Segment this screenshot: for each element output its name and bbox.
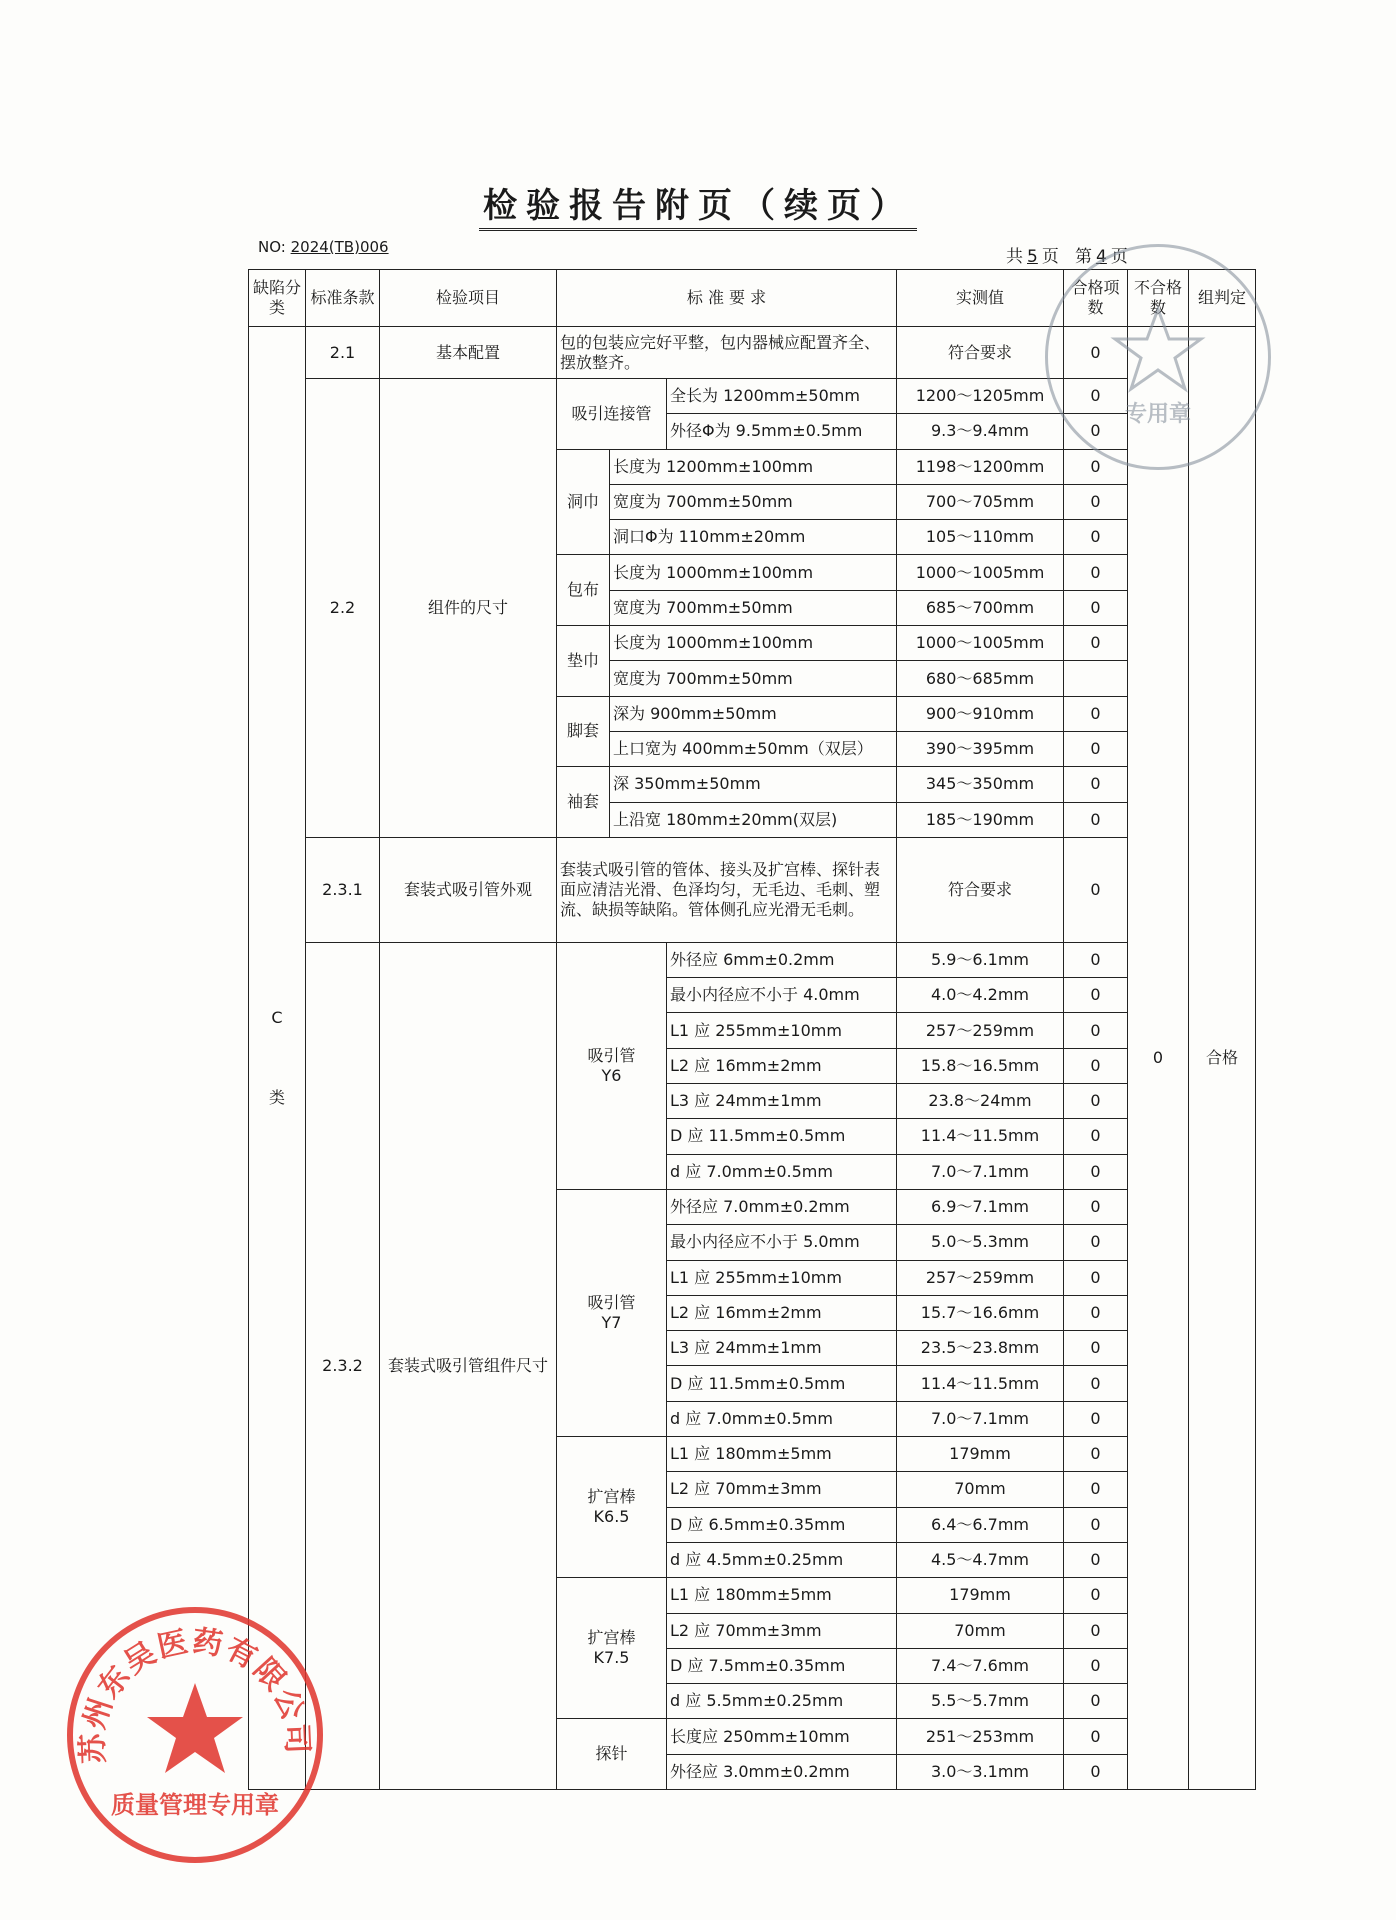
qualified-count-cell: 0 <box>1064 626 1128 661</box>
measured-value-cell: 7.0～7.1mm <box>897 1401 1064 1436</box>
measured-value-cell: 685～700mm <box>897 590 1064 625</box>
qualified-count-cell: 0 <box>1064 696 1128 731</box>
measured-value-cell: 5.9～6.1mm <box>897 942 1064 977</box>
clause-cell: 2.2 <box>306 379 380 838</box>
qualified-count-cell: 0 <box>1064 731 1128 766</box>
requirement-cell: 全长为 1200mm±50mm <box>667 379 897 414</box>
requirement-cell: 宽度为 700mm±50mm <box>610 484 897 519</box>
measured-value-cell: 3.0～3.1mm <box>897 1754 1064 1789</box>
component-label-cell: 脚套 <box>557 696 610 767</box>
requirement-cell: d 应 4.5mm±0.25mm <box>667 1542 897 1577</box>
requirement-cell: 包的包装应完好平整，包内器械应配置齐全、摆放整齐。 <box>557 327 897 379</box>
qualified-count-cell: 0 <box>1064 1578 1128 1613</box>
qualified-count-cell: 0 <box>1064 484 1128 519</box>
measured-value-cell: 257～259mm <box>897 1013 1064 1048</box>
measured-value-cell: 符合要求 <box>897 837 1064 942</box>
measured-value-cell: 700～705mm <box>897 484 1064 519</box>
measured-value-cell: 5.0～5.3mm <box>897 1225 1064 1260</box>
requirement-cell: d 应 7.0mm±0.5mm <box>667 1154 897 1189</box>
measured-value-cell: 6.4～6.7mm <box>897 1507 1064 1542</box>
measured-value-cell: 6.9～7.1mm <box>897 1189 1064 1224</box>
requirement-cell: L1 应 255mm±10mm <box>667 1013 897 1048</box>
qualified-count-cell: 0 <box>1064 1260 1128 1295</box>
requirement-cell: 宽度为 700mm±50mm <box>610 590 897 625</box>
inspection-item-cell: 组件的尺寸 <box>380 379 557 838</box>
measured-value-cell: 23.5～23.8mm <box>897 1331 1064 1366</box>
measured-value-cell: 70mm <box>897 1472 1064 1507</box>
column-header: 标准条款 <box>306 270 380 327</box>
measured-value-cell: 900～910mm <box>897 696 1064 731</box>
qualified-count-cell: 0 <box>1064 1295 1128 1330</box>
column-header: 标 准 要 求 <box>557 270 897 327</box>
company-seal-stamp <box>67 1607 323 1863</box>
qualified-count-cell: 0 <box>1064 1331 1128 1366</box>
requirement-cell: L1 应 180mm±5mm <box>667 1437 897 1472</box>
qualified-count-cell: 0 <box>1064 1648 1128 1683</box>
requirement-cell: 外径Φ为 9.5mm±0.5mm <box>667 414 897 449</box>
requirement-cell: 外径应 6mm±0.2mm <box>667 942 897 977</box>
requirement-cell: 长度为 1000mm±100mm <box>610 626 897 661</box>
qualified-count-cell: 0 <box>1064 1013 1128 1048</box>
inspection-item-cell: 套装式吸引管外观 <box>380 837 557 942</box>
requirement-cell: 深 350mm±50mm <box>610 767 897 802</box>
measured-value-cell: 1000～1005mm <box>897 555 1064 590</box>
requirement-cell: L1 应 255mm±10mm <box>667 1260 897 1295</box>
qualified-count-cell: 0 <box>1064 1048 1128 1083</box>
measured-value-cell: 11.4～11.5mm <box>897 1119 1064 1154</box>
requirement-cell: L3 应 24mm±1mm <box>667 1331 897 1366</box>
column-header: 实测值 <box>897 270 1064 327</box>
qualified-count-cell: 0 <box>1064 1472 1128 1507</box>
component-label-cell: 扩宫棒 K7.5 <box>557 1578 667 1719</box>
qualified-count-cell: 0 <box>1064 379 1128 414</box>
qualified-count-cell: 0 <box>1064 942 1128 977</box>
column-header: 组判定 <box>1189 270 1256 327</box>
requirement-cell: L2 应 16mm±2mm <box>667 1295 897 1330</box>
qualified-count-cell: 0 <box>1064 1366 1128 1401</box>
qualified-count-cell: 0 <box>1064 978 1128 1013</box>
table-row <box>249 837 1256 942</box>
measured-value-cell: 1198～1200mm <box>897 449 1064 484</box>
qualified-count-cell: 0 <box>1064 1613 1128 1648</box>
qualified-count-cell: 0 <box>1064 1542 1128 1577</box>
requirement-cell: D 应 11.5mm±0.5mm <box>667 1366 897 1401</box>
requirement-cell: 洞口Φ为 110mm±20mm <box>610 520 897 555</box>
inspection-seal-stamp <box>1045 244 1271 470</box>
qualified-count-cell: 0 <box>1064 1719 1128 1754</box>
measured-value-cell: 5.5～5.7mm <box>897 1684 1064 1719</box>
requirement-cell: L2 应 70mm±3mm <box>667 1472 897 1507</box>
measured-value-cell: 11.4～11.5mm <box>897 1366 1064 1401</box>
qualified-count-cell: 0 <box>1064 414 1128 449</box>
requirement-cell: L1 应 180mm±5mm <box>667 1578 897 1613</box>
measured-value-cell: 7.0～7.1mm <box>897 1154 1064 1189</box>
component-label-cell: 吸引管 Y7 <box>557 1189 667 1436</box>
measured-value-cell: 4.0～4.2mm <box>897 978 1064 1013</box>
qualified-count-cell: 0 <box>1064 1119 1128 1154</box>
measured-value-cell: 符合要求 <box>897 327 1064 379</box>
requirement-cell: 上口宽为 400mm±50mm（双层） <box>610 731 897 766</box>
requirement-cell: 上沿宽 180mm±20mm(双层) <box>610 802 897 837</box>
measured-value-cell: 185～190mm <box>897 802 1064 837</box>
column-header: 合格项数 <box>1064 270 1128 327</box>
svg-text:苏州东吴医药有限公司: 苏州东吴医药有限公司 <box>75 1623 315 1765</box>
component-label-cell: 吸引管 Y6 <box>557 942 667 1189</box>
qualified-count-cell: 0 <box>1064 1507 1128 1542</box>
defect-class-cell: C 类 <box>249 327 306 1790</box>
requirement-cell: 最小内径应不小于 4.0mm <box>667 978 897 1013</box>
measured-value-cell: 179mm <box>897 1578 1064 1613</box>
component-label-cell: 吸引连接管 <box>557 379 667 450</box>
measured-value-cell: 257～259mm <box>897 1260 1064 1295</box>
requirement-cell: D 应 11.5mm±0.5mm <box>667 1119 897 1154</box>
component-label-cell: 洞巾 <box>557 449 610 555</box>
requirement-cell: d 应 7.0mm±0.5mm <box>667 1401 897 1436</box>
qualified-count-cell: 0 <box>1064 520 1128 555</box>
report-number: NO: 2024(TB)006 <box>258 238 389 256</box>
clause-cell: 2.3.2 <box>306 942 380 1789</box>
component-label-cell: 探针 <box>557 1719 667 1790</box>
requirement-cell: L2 应 70mm±3mm <box>667 1613 897 1648</box>
qualified-count-cell <box>1064 661 1128 696</box>
measured-value-cell: 1200～1205mm <box>897 379 1064 414</box>
qualified-count-cell: 0 <box>1064 1225 1128 1260</box>
unqualified-count-cell: 0 <box>1128 327 1189 1790</box>
requirement-cell: D 应 6.5mm±0.35mm <box>667 1507 897 1542</box>
qualified-count-cell: 0 <box>1064 1189 1128 1224</box>
measured-value-cell: 70mm <box>897 1613 1064 1648</box>
requirement-cell: 宽度为 700mm±50mm <box>610 661 897 696</box>
measured-value-cell: 680～685mm <box>897 661 1064 696</box>
seal-inner-text: 专用章 <box>1124 402 1191 427</box>
clause-cell: 2.1 <box>306 327 380 379</box>
requirement-cell: 深为 900mm±50mm <box>610 696 897 731</box>
requirement-cell: 套装式吸引管的管体、接头及扩宫棒、探针表面应清洁光滑、色泽均匀，无毛边、毛刺、塑流、缺损等缺陷。管体侧孔应光滑无毛刺。 <box>557 837 897 942</box>
measured-value-cell: 4.5～4.7mm <box>897 1542 1064 1577</box>
measured-value-cell: 179mm <box>897 1437 1064 1472</box>
column-header: 不合格数 <box>1128 270 1189 327</box>
requirement-cell: d 应 5.5mm±0.25mm <box>667 1684 897 1719</box>
requirement-cell: 最小内径应不小于 5.0mm <box>667 1225 897 1260</box>
measured-value-cell: 9.3～9.4mm <box>897 414 1064 449</box>
qualified-count-cell: 0 <box>1064 449 1128 484</box>
qualified-count-cell: 0 <box>1064 1401 1128 1436</box>
qualified-count-cell: 0 <box>1064 1437 1128 1472</box>
component-label-cell: 扩宫棒 K6.5 <box>557 1437 667 1578</box>
requirement-cell: 长度为 1000mm±100mm <box>610 555 897 590</box>
requirement-cell: D 应 7.5mm±0.35mm <box>667 1648 897 1683</box>
measured-value-cell: 15.8～16.5mm <box>897 1048 1064 1083</box>
requirement-cell: 长度应 250mm±10mm <box>667 1719 897 1754</box>
component-label-cell: 袖套 <box>557 767 610 838</box>
qualified-count-cell: 0 <box>1064 327 1128 379</box>
column-header: 检验项目 <box>380 270 557 327</box>
qualified-count-cell: 0 <box>1064 837 1128 942</box>
measured-value-cell: 345～350mm <box>897 767 1064 802</box>
qualified-count-cell: 0 <box>1064 767 1128 802</box>
clause-cell: 2.3.1 <box>306 837 380 942</box>
qualified-count-cell: 0 <box>1064 555 1128 590</box>
table-row <box>249 942 1256 977</box>
qualified-count-cell: 0 <box>1064 1084 1128 1119</box>
measured-value-cell: 390～395mm <box>897 731 1064 766</box>
component-label-cell: 垫巾 <box>557 626 610 697</box>
requirement-cell: L2 应 16mm±2mm <box>667 1048 897 1083</box>
page-title: 检验报告附页（续页） <box>0 178 1396 227</box>
qualified-count-cell: 0 <box>1064 1154 1128 1189</box>
page-indicator: 共 5 页 第 4 页 <box>1006 247 1128 267</box>
measured-value-cell: 105～110mm <box>897 520 1064 555</box>
requirement-cell: 外径应 7.0mm±0.2mm <box>667 1189 897 1224</box>
column-header: 缺陷分类 <box>249 270 306 327</box>
component-label-cell: 包布 <box>557 555 610 626</box>
measured-value-cell: 23.8～24mm <box>897 1084 1064 1119</box>
requirement-cell: 外径应 3.0mm±0.2mm <box>667 1754 897 1789</box>
inspection-item-cell: 套装式吸引管组件尺寸 <box>380 942 557 1789</box>
measured-value-cell: 7.4～7.6mm <box>897 1648 1064 1683</box>
measured-value-cell: 15.7～16.6mm <box>897 1295 1064 1330</box>
qualified-count-cell: 0 <box>1064 1684 1128 1719</box>
requirement-cell: L3 应 24mm±1mm <box>667 1084 897 1119</box>
measured-value-cell: 251～253mm <box>897 1719 1064 1754</box>
qualified-count-cell: 0 <box>1064 802 1128 837</box>
qualified-count-cell: 0 <box>1064 1754 1128 1789</box>
inspection-item-cell: 基本配置 <box>380 327 557 379</box>
inspection-table <box>248 269 1256 1790</box>
seal-inner-text: 质量管理专用章 <box>111 1791 279 1819</box>
qualified-count-cell: 0 <box>1064 590 1128 625</box>
group-verdict-cell: 合格 <box>1189 327 1256 1790</box>
requirement-cell: 长度为 1200mm±100mm <box>610 449 897 484</box>
measured-value-cell: 1000～1005mm <box>897 626 1064 661</box>
